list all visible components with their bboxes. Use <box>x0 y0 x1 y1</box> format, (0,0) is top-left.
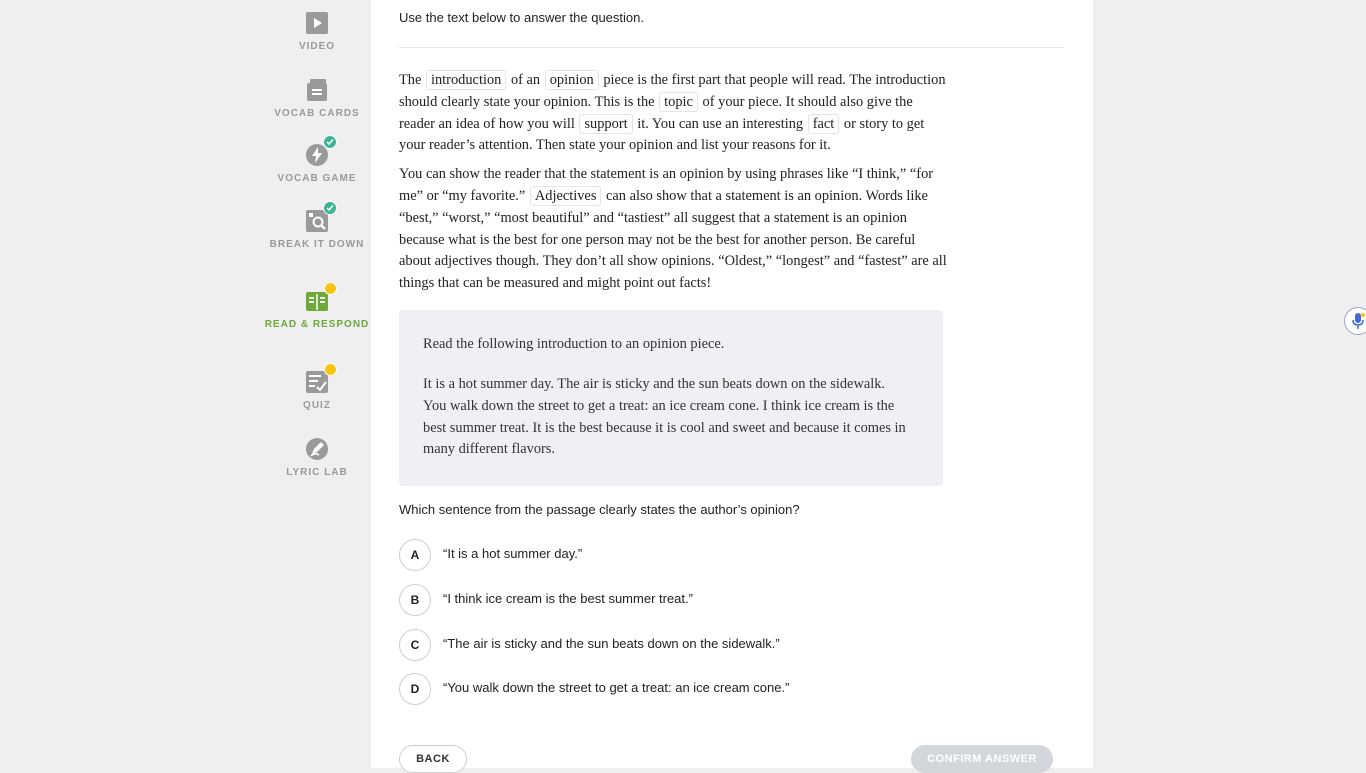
cards-icon <box>305 78 329 102</box>
answer-choice-a[interactable] <box>399 539 899 571</box>
answer-choice-d[interactable] <box>399 673 899 705</box>
passage-text: The <box>399 72 422 88</box>
complete-check-icon <box>323 135 337 149</box>
sidebar-item-label: VOCAB GAME <box>277 173 357 184</box>
sidebar-item-label: QUIZ <box>303 400 331 411</box>
sidebar-item-video[interactable] <box>262 11 372 54</box>
vocab-word-topic[interactable]: topic <box>659 92 698 112</box>
in-progress-dot-icon <box>324 363 337 376</box>
magnifier-icon <box>305 209 329 233</box>
divider <box>399 47 1064 48</box>
instruction-text: Use the text below to answer the question. <box>399 10 644 25</box>
passage-text: of your piece. It should also give the reader an idea of how you will <box>399 93 913 132</box>
sidebar-item-break-it-down[interactable] <box>262 209 372 252</box>
answer-choice-b[interactable] <box>399 584 899 616</box>
sidebar-item-label: VOCAB CARDS <box>274 108 360 119</box>
passage-paragraph-2 <box>399 164 947 295</box>
choice-text[interactable]: “The air is sticky and the sun beats down on the sidewalk.” <box>443 636 780 651</box>
choice-text[interactable]: “You walk down the street to get a treat: an ice cream cone.” <box>443 680 790 695</box>
excerpt-prompt: Read the following introduction to an opinion piece. <box>423 336 725 352</box>
question-text: Which sentence from the passage clearly states the author’s opinion? <box>399 502 800 517</box>
vocab-word-introduction[interactable]: introduction <box>426 70 506 90</box>
checklist-icon <box>305 370 329 394</box>
passage-text: it. You can use an interesting <box>637 115 804 132</box>
book-icon <box>305 289 329 313</box>
choice-letter[interactable]: D <box>399 673 431 705</box>
sidebar-item-lyric-lab[interactable] <box>262 437 372 480</box>
in-progress-dot-icon <box>324 282 337 295</box>
complete-check-icon <box>323 201 337 215</box>
answer-choice-c[interactable] <box>399 629 899 661</box>
choice-text[interactable]: “It is a hot summer day.” <box>443 546 583 561</box>
lightning-icon <box>305 143 329 167</box>
sidebar-item-label: VIDEO <box>298 41 336 52</box>
sidebar-item-read-respond[interactable] <box>262 289 372 332</box>
excerpt-text: It is a hot summer day. The air is sticky and the sun beats down on the sidewalk. You walk down the street to get a treat: an ice cream cone. I think ice cream is the best summer treat. It is the best because it is cool and sweet and because it comes in many different flavors. <box>423 376 906 458</box>
vocab-word-adjectives[interactable]: Adjectives <box>530 186 602 206</box>
passage-paragraph-1 <box>399 70 947 157</box>
vocab-word-fact[interactable]: fact <box>808 114 840 134</box>
main-panel <box>371 0 1093 768</box>
sidebar-item-label: LYRIC LAB <box>286 467 348 478</box>
passage-text: can also show that a statement is an opinion. Words like “best,” “worst,” “most beautiful” and “tastiest” all suggest that a statement is an opinion because what is the best for one person may not be the best for another person. Be careful about adjectives though. They don’t all show opinions. “Oldest,” “longest” and “fastest” are all things that can be measured and might point out facts! <box>399 187 947 292</box>
sidebar-item-vocab-cards[interactable] <box>262 78 372 121</box>
choice-letter[interactable]: A <box>399 539 431 571</box>
reading-passage <box>399 70 947 302</box>
choice-text[interactable]: “I think ice cream is the best summer treat.” <box>443 591 693 606</box>
play-icon <box>305 11 329 35</box>
excerpt-box <box>399 310 943 486</box>
passage-text: You can show the reader that the statement is an opinion by using phrases like “I think,” “for me” or “my favorite.” <box>399 166 934 204</box>
vocab-word-support[interactable]: support <box>579 114 632 134</box>
passage-text: piece is the first part that people will read. The introduction should clearly state your opinion. This is the <box>399 72 946 110</box>
vocab-word-opinion[interactable]: opinion <box>545 70 599 90</box>
choice-letter[interactable]: B <box>399 584 431 616</box>
confirm-answer-button[interactable]: CONFIRM ANSWER <box>911 745 1053 773</box>
back-button[interactable]: BACK <box>399 745 467 773</box>
sidebar-item-vocab-game[interactable] <box>262 143 372 186</box>
pen-icon <box>305 437 329 461</box>
microphone-button[interactable] <box>1344 307 1366 335</box>
sidebar-item-quiz[interactable] <box>262 370 372 413</box>
choice-letter[interactable]: C <box>399 629 431 661</box>
sidebar-item-label: READ & RESPOND <box>264 319 370 330</box>
passage-text: of an <box>510 72 541 88</box>
sidebar-item-label: BREAK IT DOWN <box>269 239 365 250</box>
passage-text: or story to get your reader’s attention. Then state your opinion and list your reasons for it. <box>399 115 925 154</box>
